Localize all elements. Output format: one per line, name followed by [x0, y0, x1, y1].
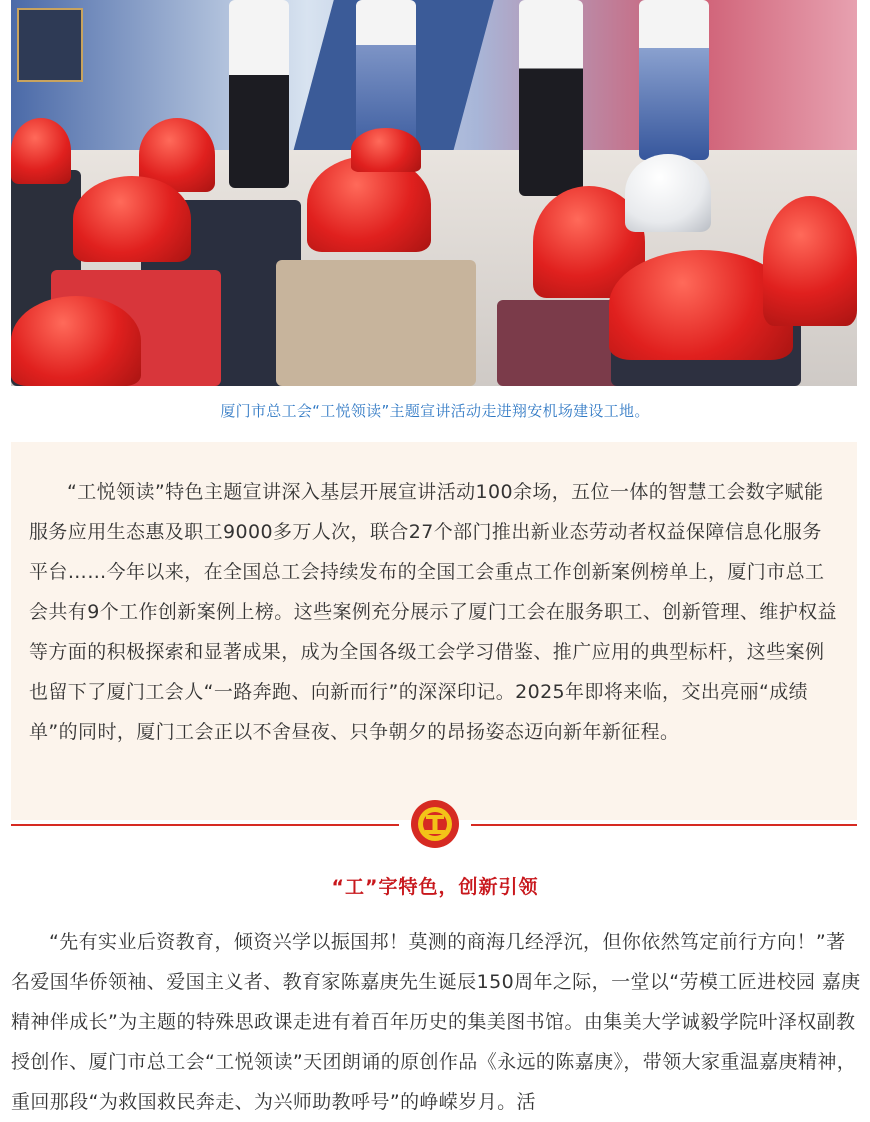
white-helmet — [625, 154, 711, 232]
trade-union-emblem-icon — [411, 800, 459, 848]
presenter-4 — [639, 0, 709, 160]
section-heading: “工”字特色，创新引领 — [331, 876, 539, 898]
backdrop-screen — [17, 8, 83, 82]
red-helmet — [73, 176, 191, 262]
intro-paragraph: “工悦领读”特色主题宣讲深入基层开展宣讲活动100余场，五位一体的智慧工会数字赋能服务应用生态惠及职工9000多万人次，联合27个部门推出新业态劳动者权益保障信息化服务平台……今年以来，在全国总工会持续发布的全国工会重点工作创新案例榜单上，厦门市总工会共有9个工作创新案例上榜。这些案例充分展示了厦门工会在服务职工、创新管理、维护权益等方面的积极探索和显著成果，成为全国各级工会学习借鉴、推广应用的典型标杆，这些案例也留下了厦门工会人“一路奔跑、向新而行”的深深印记。2025年即将来临，交出亮丽“成绩单”的同时，厦门工会正以不舍昼夜、只争朝夕的昂扬姿态迈向新年新征程。 — [29, 481, 837, 743]
red-helmet — [351, 128, 421, 172]
red-helmet — [11, 118, 71, 184]
presenter-3 — [519, 0, 583, 196]
photo-caption: 厦门市总工会“工悦领读”主题宣讲活动走进翔安机场建设工地。 — [220, 402, 650, 420]
red-helmet — [11, 296, 141, 386]
presenter-1 — [229, 0, 289, 188]
trade-union-emblem-graphic — [415, 804, 455, 844]
event-photo — [11, 0, 857, 386]
intro-card — [11, 442, 857, 820]
red-helmet — [763, 196, 857, 326]
audience-4 — [276, 260, 476, 386]
section-paragraph: “先有实业后资教育，倾资兴学以振国邦！莫测的商海几经浮沉，但你依然笃定前行方向！”著名爱国华侨领袖、爱国主义者、教育家陈嘉庚先生诞辰150周年之际，一堂以“劳模工匠进校园 嘉庚精神伴成长”为主题的特殊思政课走进有着百年历史的集美图书馆。由集美大学诚毅学院叶泽权副教授创作、厦门市总工会“工悦领读”天团朗诵的原创作品《永远的陈嘉庚》，带领大家重温嘉庚精神，重回那段“为救国救民奔走、为兴师助教呼号”的峥嵘岁月。活 — [11, 931, 861, 1113]
divider-left — [11, 824, 399, 826]
divider-right — [471, 824, 857, 826]
